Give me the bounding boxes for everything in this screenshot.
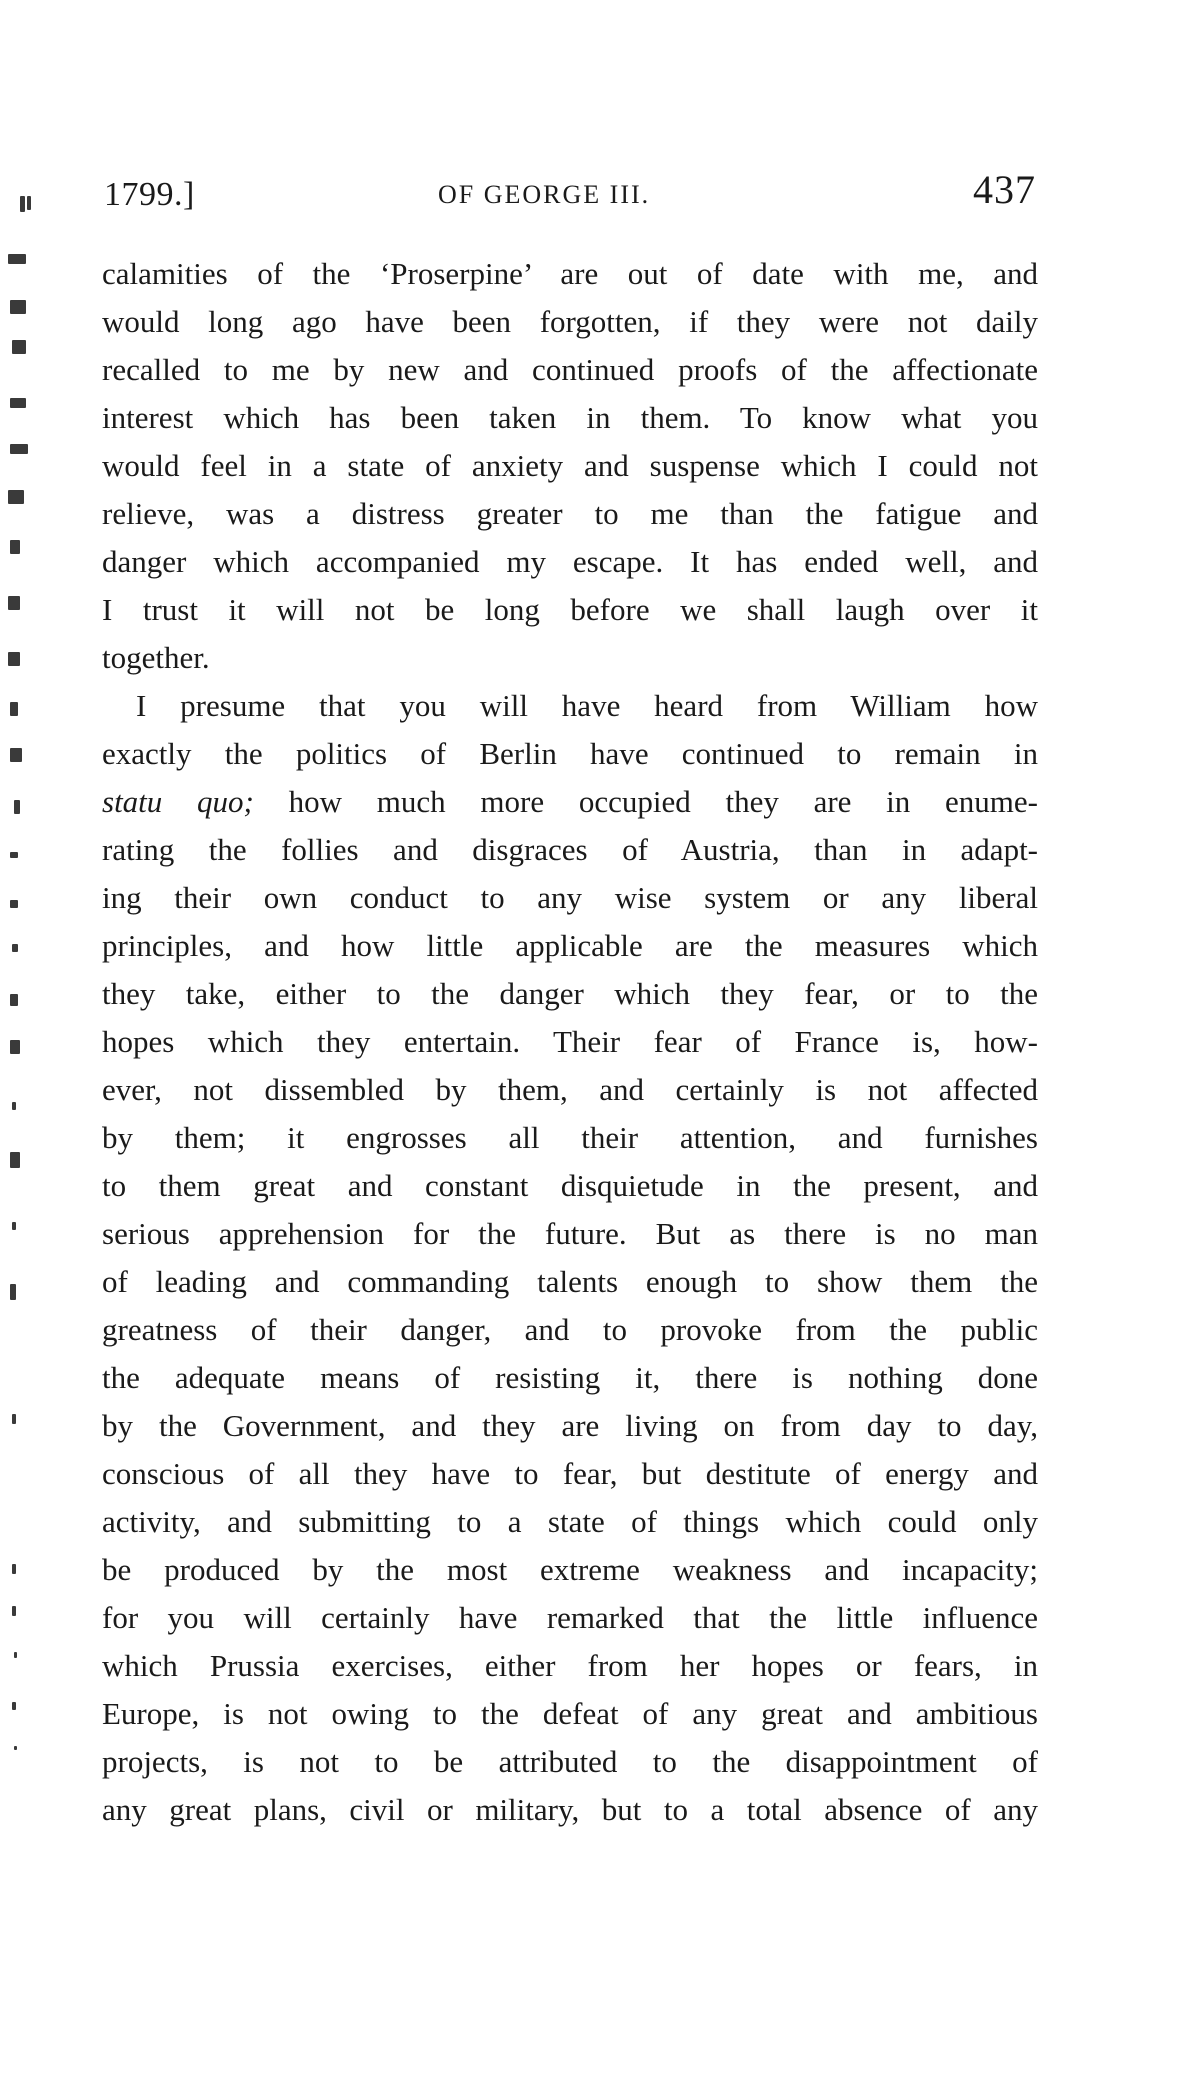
text-line: danger which accompanied my escape. It has ended well, and [102, 544, 1038, 579]
text-line: together. [102, 640, 210, 675]
text-line: projects, is not to be attributed to the disappointment of [102, 1744, 1038, 1779]
text-line: activity, and submitting to a state of things which could only [102, 1504, 1038, 1539]
text-line: I presume that you will have heard from William how [136, 688, 1038, 723]
text-line: any great plans, civil or military, but to a total absence of any [102, 1792, 1038, 1827]
text-line: I trust it will not be long before we shall laugh over it [102, 592, 1038, 627]
text-line: interest which has been taken in them. To know what you [102, 400, 1038, 435]
text-line: would feel in a state of anxiety and suspense which I could not [102, 448, 1038, 483]
text-line: hopes which they entertain. Their fear of France is, how- [102, 1024, 1038, 1059]
text-line [102, 778, 1038, 826]
text-line: serious apprehension for the future. But as there is no man [102, 1216, 1038, 1251]
text-line: by them; it engrosses all their attention, and furnishes [102, 1120, 1038, 1155]
text-line: of leading and commanding talents enough to show them the [102, 1264, 1038, 1299]
paragraph-1 [102, 250, 1038, 682]
text-line: exactly the politics of Berlin have continued to remain in [102, 736, 1038, 771]
text-segment: how much more occupied they are in enume- [253, 784, 1038, 819]
text-line: ing their own conduct to any wise system or any liberal [102, 880, 1038, 915]
text-line: by the Government, and they are living on from day to day, [102, 1408, 1038, 1443]
text-line: rating the follies and disgraces of Austria, than in adapt- [102, 832, 1038, 867]
text-line: ever, not dissembled by them, and certainly is not affected [102, 1072, 1038, 1107]
text-line: to them great and constant disquietude in the present, and [102, 1168, 1038, 1203]
text-line: conscious of all they have to fear, but destitute of energy and [102, 1456, 1038, 1491]
running-title: OF GEORGE III. [438, 180, 651, 209]
text-line: for you will certainly have remarked that the little influence [102, 1600, 1038, 1635]
header-year: 1799.] [104, 176, 195, 213]
text-line: principles, and how little applicable are the measures which [102, 928, 1038, 963]
text-line: calamities of the ‘Proserpine’ are out of date with me, and [102, 256, 1038, 291]
text-line: the adequate means of resisting it, there is nothing done [102, 1360, 1038, 1395]
text-line: recalled to me by new and continued proofs of the affectionate [102, 352, 1038, 387]
text-line: greatness of their danger, and to provoke from the public [102, 1312, 1038, 1347]
running-header [104, 166, 1036, 216]
text-line: would long ago have been forgotten, if they were not daily [102, 304, 1038, 339]
page-number: 437 [973, 167, 1036, 212]
text-line: be produced by the most extreme weakness and incapacity; [102, 1552, 1038, 1587]
text-line: Europe, is not owing to the defeat of any great and ambitious [102, 1696, 1038, 1731]
body-text [102, 250, 1038, 1834]
text-line: which Prussia exercises, either from her hopes or fears, in [102, 1648, 1038, 1683]
text-line: relieve, was a distress greater to me than the fatigue and [102, 496, 1038, 531]
margin-bleed-through [0, 0, 70, 2085]
paragraph-2 [102, 682, 1038, 1834]
text-line: they take, either to the danger which they fear, or to the [102, 976, 1038, 1011]
italic-phrase: statu quo; [102, 784, 254, 819]
